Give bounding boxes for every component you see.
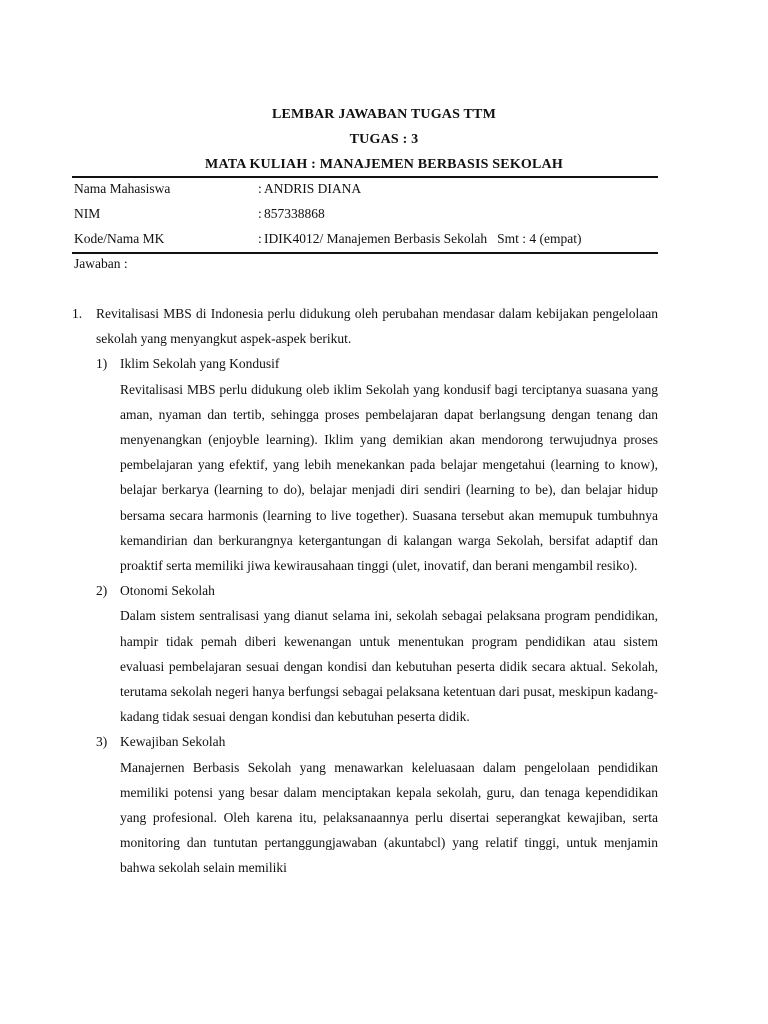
info-label: Nama Mahasiswa: [74, 181, 171, 196]
info-value: IDIK4012/ Manajemen Berbasis Sekolah: [264, 231, 488, 246]
sub-item: [96, 351, 658, 578]
sub-item-title: Kewajiban Sekolah: [120, 734, 226, 750]
item-intro: Revitalisasi MBS di Indonesia perlu didukung oleh perubahan mendasar dalam kebijakan pengelolaan sekolah yang menyangkut aspek-aspek berikut.: [96, 306, 658, 347]
item-number: 1.: [72, 306, 83, 321]
sub-item-title: Otonomi Sekolah: [120, 583, 215, 599]
info-separator: :: [258, 206, 262, 221]
info-row-nim: [74, 201, 658, 226]
sub-item-title: Iklim Sekolah yang Kondusif: [120, 356, 280, 372]
sub-item-number: 3): [96, 734, 108, 750]
sub-item-number: 1): [96, 356, 108, 372]
answer-label: Jawaban :: [74, 256, 128, 271]
info-value: 857338868: [264, 206, 325, 221]
info-row-course: [74, 226, 658, 251]
sub-item-body: [120, 351, 658, 578]
sub-item-text: Revitalisasi MBS perlu didukung oleb iklim Sekolah yang kondusif bagi terciptanya suasana yang aman, nyaman dan tertib, sehingga proses pembelajaran dapat berlangsung dengan tenang dan menyenangkan (enjoyble learning). Iklim yang demikian akan mendorong terwujudnya proses pembelajaran yang efektif, yang lebih menekankan pada belajar mengetahui (learning to know), belajar berkarya (learning to do), belajar menjadi diri sendiri (learning to be), dan belajar hidup bersama secara harmonis (learning to live together). Suasana tersebut akan memupuk tumbuhnya kemandirian dan berkurangnya ketergantungan di kalangan warga Sekolah, bersifat adaptif dan proaktif serta memiliki jiwa kewirausahaan tinggi (ulet, inovatif, dan berani mengambil resiko).: [120, 381, 658, 574]
item-body: [96, 301, 658, 881]
info-label: NIM: [74, 206, 101, 221]
info-row-name: [74, 176, 658, 201]
sub-item: [96, 729, 658, 880]
info-separator: :: [258, 231, 262, 246]
info-value-wrap: [264, 226, 658, 251]
sub-item-text: Manajernen Berbasis Sekolah yang menawarkan keleluasaan dalam pengelolaan pendidikan memiliki potensi yang besar dalam menciptakan kepala sekolah, guru, dan tenaga kependidikan yang profesional. Oleh karena itu, pelaksanaannya perlu disertai seperangkat kewajiban, serta monitoring dan tuntutan pertanggungjawaban (akuntabcl) yang relatif tinggi, untuk menjamin bahwa sekolah selain memiliki: [120, 759, 658, 876]
sub-item-body: [120, 729, 658, 880]
answer-item: [72, 301, 658, 881]
answer-content: [72, 301, 658, 881]
assignment-number: TUGAS : 3: [349, 132, 419, 147]
document-header: [0, 102, 768, 177]
semester-label: Smt : 4 (empat): [497, 231, 582, 246]
info-separator: :: [258, 181, 262, 196]
sub-item-text: Dalam sistem sentralisasi yang dianut selama ini, sekolah sebagai pelaksana program pendidikan, hampir tidak pemah diberi kewenangan untuk menentukan program pendidikan atau sistem evaluasi pembelajaran sesuai dengan kondisi dan kebutuhan peserta didik secara aktual. Sekolah, terutama sekolah negeri hanya berfungsi sebagai pelaksana ketentuan dari pusat, meskipun kadang-kadang tidak sesuai dengan kondisi dan kebutuhan peserta didik.: [120, 608, 658, 725]
sub-item-body: [120, 578, 658, 729]
info-value: ANDRIS DIANA: [264, 181, 362, 196]
info-label: Kode/Nama MK: [74, 231, 165, 246]
document-title: LEMBAR JAWABAN TUGAS TTM: [271, 107, 497, 122]
student-info: [74, 176, 658, 251]
bottom-divider: [72, 252, 658, 254]
sub-item-number: 2): [96, 583, 108, 599]
course-title: MATA KULIAH : MANAJEMEN BERBASIS SEKOLAH: [205, 157, 563, 172]
sub-item: [96, 578, 658, 729]
